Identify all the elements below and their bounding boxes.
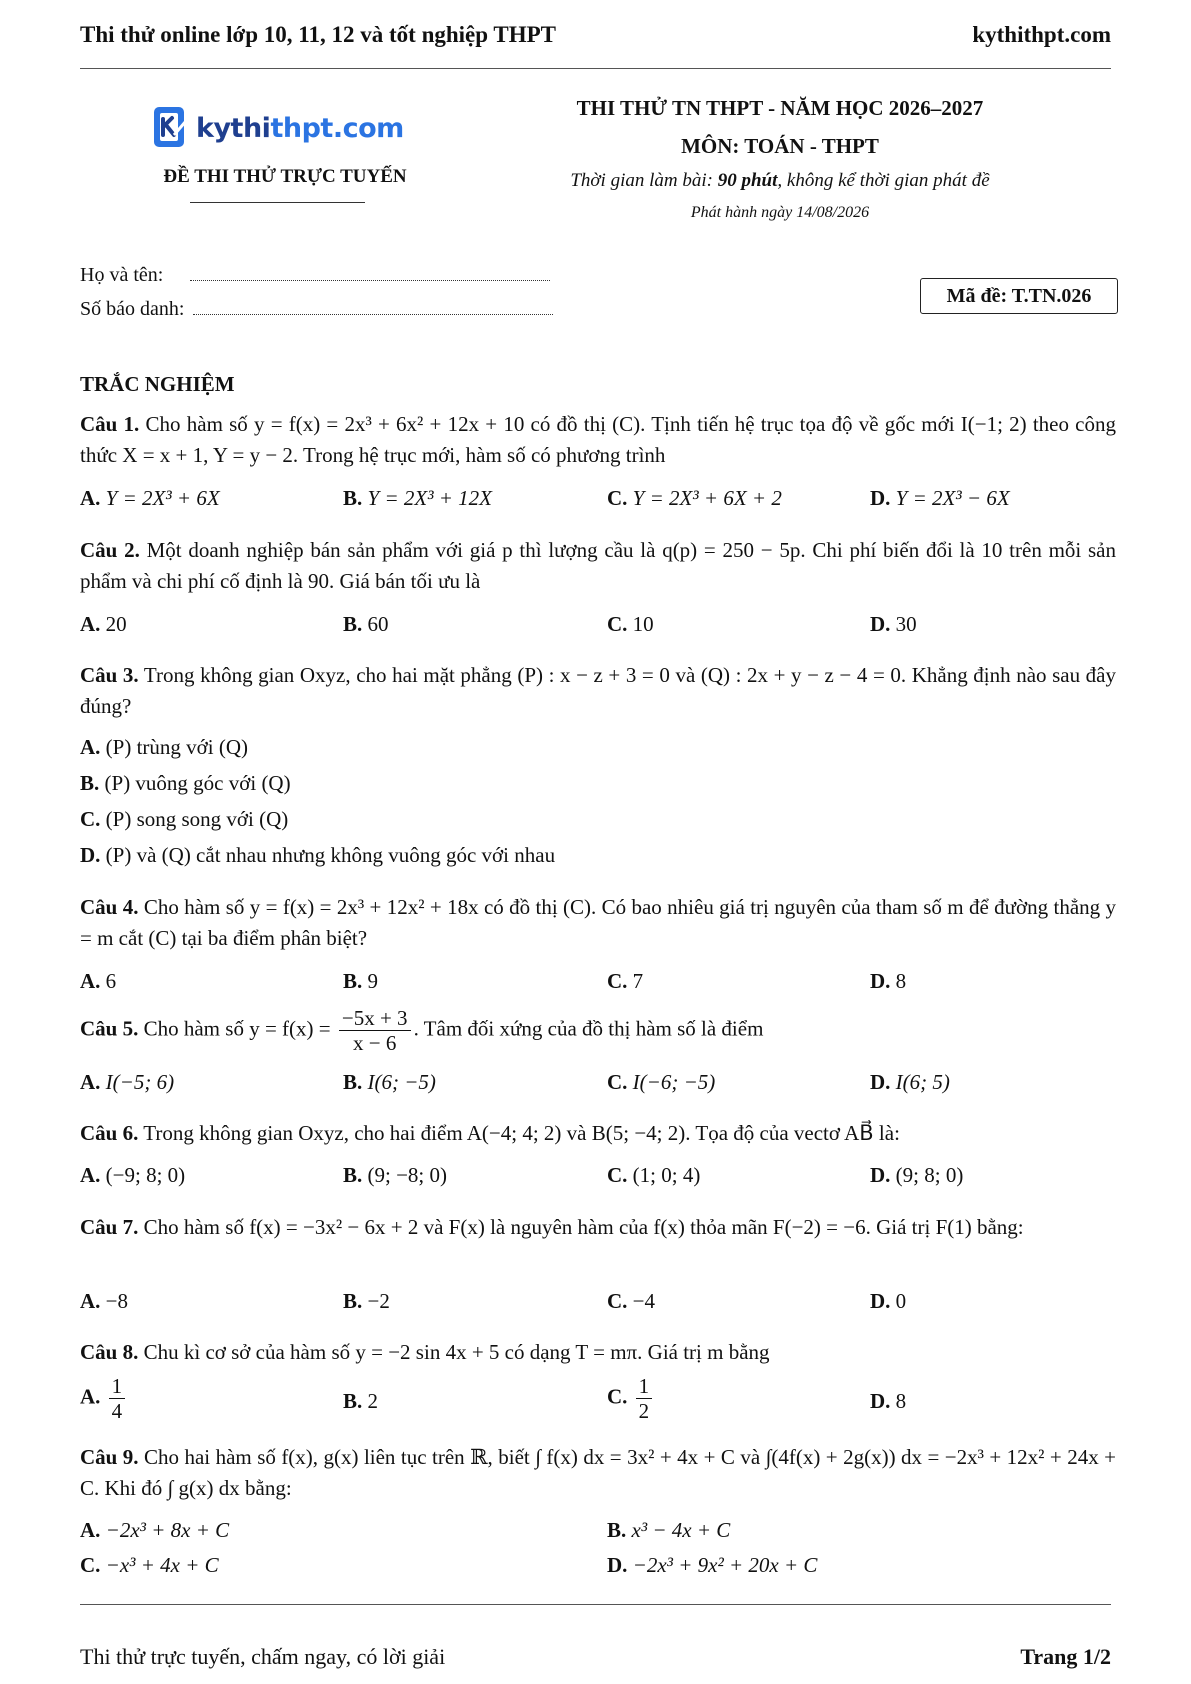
option-text: (−9; 8; 0)	[105, 1163, 186, 1187]
option-text: −4	[632, 1289, 656, 1313]
option-letter: B.	[80, 771, 100, 795]
fraction-numerator: 1	[109, 1374, 126, 1399]
site-logo[interactable]	[150, 100, 420, 156]
q7-option-c[interactable]	[607, 1289, 655, 1314]
question-label: Câu 8.	[80, 1340, 139, 1364]
option-text: 8	[895, 1389, 907, 1413]
question-text: Một doanh nghiệp bán sản phẩm với giá p thì lượng cầu là q(p) = 250 − 5p. Chi phí biến đổi là 10 trên mỗi sản phẩm và chi phí cố định là 90. Giá bán tối ưu là	[80, 538, 1116, 593]
option-text: 9	[367, 969, 379, 993]
option-text: Y = 2X³ + 12X	[367, 486, 492, 510]
option-text: 6	[105, 969, 117, 993]
q3-option-a[interactable]	[80, 735, 248, 760]
fraction-denominator: 2	[638, 1399, 650, 1424]
q2-option-c[interactable]	[607, 612, 654, 637]
q6-option-d[interactable]	[870, 1163, 963, 1188]
logo-wordmark	[196, 113, 404, 144]
option-letter: B.	[343, 969, 363, 993]
q6-option-a[interactable]	[80, 1163, 185, 1188]
fraction-numerator: 1	[636, 1374, 653, 1399]
option-text: 2	[367, 1389, 379, 1413]
option-text: Y = 2X³ + 6X	[105, 486, 220, 510]
q2-option-a[interactable]	[80, 612, 127, 637]
q4-option-b[interactable]	[343, 969, 378, 994]
option-letter: B.	[343, 612, 363, 636]
fraction	[636, 1374, 653, 1423]
option-letter: A.	[80, 1289, 101, 1313]
q8-option-d[interactable]	[870, 1389, 906, 1414]
option-text: 8	[895, 969, 907, 993]
option-text: 30	[895, 612, 917, 636]
id-label: Số báo danh:	[80, 298, 185, 320]
option-letter: A.	[80, 969, 101, 993]
question-label: Câu 2.	[80, 538, 140, 562]
question-label: Câu 1.	[80, 412, 140, 436]
option-letter: D.	[870, 486, 891, 510]
option-text: I(−5; 6)	[105, 1070, 175, 1094]
q4-option-a[interactable]	[80, 969, 116, 994]
top-bar	[80, 22, 1111, 52]
option-letter: D.	[80, 843, 101, 867]
option-text: 60	[367, 612, 389, 636]
option-letter: C.	[607, 1384, 628, 1409]
question-3	[80, 660, 1116, 722]
fraction	[109, 1374, 126, 1423]
option-text: (P) trùng với (Q)	[105, 735, 249, 759]
q5-option-d[interactable]	[870, 1070, 950, 1095]
q6-option-b[interactable]	[343, 1163, 447, 1188]
duration-prefix: Thời gian làm bài:	[570, 170, 718, 191]
option-letter: A.	[80, 486, 101, 510]
option-letter: A.	[80, 1384, 101, 1409]
option-text: 7	[632, 969, 644, 993]
option-letter: C.	[607, 1163, 628, 1187]
question-text: Trong không gian Oxyz, cho hai điểm A(−4; 4; 2) và B(5; −4; 2). Tọa độ của vectơ AB⃗ là:	[143, 1121, 900, 1145]
option-letter: B.	[607, 1518, 627, 1542]
option-letter: B.	[343, 486, 363, 510]
q7-option-a[interactable]	[80, 1289, 128, 1314]
logo-text-a: kythi	[196, 112, 271, 144]
q2-option-d[interactable]	[870, 612, 917, 637]
subtitle-underline	[190, 202, 365, 203]
q9-option-d[interactable]	[607, 1553, 817, 1578]
option-text: Y = 2X³ + 6X + 2	[632, 486, 782, 510]
question-6	[80, 1118, 1116, 1149]
q3-option-c[interactable]	[80, 807, 288, 832]
q8-option-a[interactable]	[80, 1374, 128, 1423]
question-text: Cho hàm số y = f(x) = 2x³ + 6x² + 12x + 10 có đồ thị (C). Tịnh tiến hệ trục tọa độ về gốc mới I(−1; 2) theo công thức X = x + 1, Y = y − 2. Trong hệ trục mới, hàm số có phương trình	[80, 412, 1116, 467]
q9-option-a[interactable]	[80, 1518, 229, 1543]
question-label: Câu 5.	[80, 1016, 139, 1041]
question-text-suffix: . Tâm đối xứng của đồ thị hàm số là điểm	[413, 1016, 764, 1041]
name-label: Họ và tên:	[80, 264, 164, 286]
page-number: Trang 1/2	[1020, 1644, 1111, 1669]
fraction	[339, 1006, 411, 1055]
q6-option-c[interactable]	[607, 1163, 700, 1188]
option-letter: C.	[80, 807, 101, 831]
option-text: I(6; 5)	[895, 1070, 950, 1094]
option-letter: D.	[870, 1289, 891, 1313]
id-row	[80, 298, 553, 321]
q5-option-b[interactable]	[343, 1070, 436, 1095]
question-5	[80, 1006, 1116, 1055]
question-text: Trong không gian Oxyz, cho hai mặt phẳng (P) : x − z + 3 = 0 và (Q) : 2x + y − z − 4 = 0. Khẳng định nào sau đây đúng?	[80, 663, 1116, 718]
option-text: (9; 8; 0)	[895, 1163, 964, 1187]
q1-option-a[interactable]	[80, 486, 220, 511]
section-heading: TRẮC NGHIỆM	[80, 372, 235, 396]
option-text: (P) và (Q) cắt nhau nhưng không vuông góc với nhau	[105, 843, 556, 867]
duration-suffix: , không kể thời gian phát đề	[777, 170, 990, 191]
q1-option-c[interactable]	[607, 486, 782, 511]
option-letter: A.	[80, 1518, 101, 1542]
q1-option-d[interactable]	[870, 486, 1010, 511]
option-letter: C.	[607, 1070, 628, 1094]
fraction-numerator: −5x + 3	[339, 1006, 411, 1031]
option-text: 20	[105, 612, 127, 636]
q5-option-a[interactable]	[80, 1070, 174, 1095]
option-text: −2x³ + 9x² + 20x + C	[632, 1553, 818, 1577]
option-letter: A.	[80, 1163, 101, 1187]
option-text: 0	[895, 1289, 907, 1313]
id-field[interactable]	[193, 300, 553, 315]
q3-option-d[interactable]	[80, 843, 555, 868]
option-letter: D.	[870, 1389, 891, 1413]
logo-icon	[150, 105, 190, 151]
option-letter: C.	[607, 1289, 628, 1313]
question-2	[80, 535, 1116, 597]
exam-subject: MÔN: TOÁN - THPT	[681, 134, 879, 158]
q3-option-b[interactable]	[80, 771, 291, 796]
option-text: I(6; −5)	[367, 1070, 436, 1094]
q9-option-b[interactable]	[607, 1518, 730, 1543]
question-text: Cho hàm số y = f(x) = 2x³ + 12x² + 18x có đồ thị (C). Có bao nhiêu giá trị nguyên của tham số m để đường thẳng y = m cắt (C) tại ba điểm phân biệt?	[80, 895, 1117, 950]
footer-tagline: Thi thử trực tuyến, chấm ngay, có lời giải	[80, 1644, 446, 1669]
option-letter: A.	[80, 612, 101, 636]
option-letter: D.	[870, 612, 891, 636]
option-letter: C.	[80, 1553, 101, 1577]
q4-option-c[interactable]	[607, 969, 643, 994]
release-date: Phát hành ngày 14/08/2026	[690, 204, 870, 221]
q7-option-b[interactable]	[343, 1289, 390, 1314]
question-9	[80, 1442, 1116, 1504]
q2-option-b[interactable]	[343, 612, 389, 637]
name-row	[80, 264, 550, 287]
option-letter: D.	[870, 969, 891, 993]
option-letter: B.	[343, 1289, 363, 1313]
top-bar-title: Thi thử online lớp 10, 11, 12 và tốt nghiệp THPT	[80, 22, 556, 47]
question-text: Chu kì cơ sở của hàm số y = −2 sin 4x + 5 có dạng T = mπ. Giá trị m bằng	[143, 1340, 770, 1364]
question-label: Câu 7.	[80, 1215, 139, 1239]
option-letter: B.	[343, 1163, 363, 1187]
option-letter: A.	[80, 735, 101, 759]
exam-duration	[540, 170, 1020, 192]
option-text: (9; −8; 0)	[367, 1163, 448, 1187]
q4-option-d[interactable]	[870, 969, 906, 994]
footer-divider	[80, 1604, 1111, 1605]
option-text: x³ − 4x + C	[631, 1518, 731, 1542]
question-4	[80, 892, 1116, 954]
option-text: Y = 2X³ − 6X	[895, 486, 1010, 510]
option-text: −8	[105, 1289, 129, 1313]
option-text: −2x³ + 8x + C	[105, 1518, 230, 1542]
option-letter: D.	[607, 1553, 628, 1577]
top-bar-site[interactable]: kythithpt.com	[972, 22, 1111, 47]
option-text: I(−6; −5)	[632, 1070, 716, 1094]
option-letter: C.	[607, 969, 628, 993]
question-text: Cho hàm số f(x) = −3x² − 6x + 2 và F(x) là nguyên hàm của f(x) thỏa mãn F(−2) = −6. Giá trị F(1) bằng:	[143, 1215, 1024, 1239]
q5-option-c[interactable]	[607, 1070, 715, 1095]
option-letter: C.	[607, 486, 628, 510]
exam-code-box: Mã đề: T.TN.026	[920, 278, 1118, 314]
option-text: (P) vuông góc với (Q)	[104, 771, 291, 795]
q9-option-c[interactable]	[80, 1553, 219, 1578]
page-footer	[80, 1644, 1111, 1670]
option-letter: B.	[343, 1389, 363, 1413]
duration-value: 90 phút	[717, 170, 778, 191]
option-text: −2	[367, 1289, 390, 1313]
fraction-denominator: x − 6	[353, 1031, 397, 1056]
option-letter: B.	[343, 1070, 363, 1094]
option-letter: A.	[80, 1070, 101, 1094]
option-letter: D.	[870, 1163, 891, 1187]
top-divider	[80, 68, 1111, 69]
question-label: Câu 4.	[80, 895, 139, 919]
option-text: (1; 0; 4)	[632, 1163, 701, 1187]
exam-type-subtitle: ĐỀ THI THỬ TRỰC TUYẾN	[163, 166, 407, 187]
q7-option-d[interactable]	[870, 1289, 906, 1314]
question-text-prefix: Cho hàm số y = f(x) =	[143, 1016, 331, 1041]
logo-text-b: thpt.com	[270, 112, 404, 144]
question-7	[80, 1212, 1116, 1243]
option-letter: D.	[870, 1070, 891, 1094]
option-text: −x³ + 4x + C	[105, 1553, 219, 1577]
q8-option-c[interactable]	[607, 1374, 655, 1423]
question-label: Câu 3.	[80, 663, 139, 687]
name-field[interactable]	[190, 266, 550, 281]
option-text: 10	[632, 612, 654, 636]
question-label: Câu 9.	[80, 1445, 139, 1469]
q1-option-b[interactable]	[343, 486, 492, 511]
question-1	[80, 409, 1116, 471]
exam-title: THI THỬ TN THPT - NĂM HỌC 2026–2027	[576, 96, 984, 120]
question-label: Câu 6.	[80, 1121, 139, 1145]
question-text: Cho hai hàm số f(x), g(x) liên tục trên ℝ, biết ∫ f(x) dx = 3x² + 4x + C và ∫(4f(x) + 2g(x)) dx = −2x³ + 12x² + 24x + C. Khi đó ∫ g(x) dx bằng:	[80, 1445, 1116, 1500]
q8-option-b[interactable]	[343, 1389, 378, 1414]
option-text: (P) song song với (Q)	[105, 807, 289, 831]
fraction-denominator: 4	[111, 1399, 123, 1424]
option-letter: C.	[607, 612, 628, 636]
question-8	[80, 1337, 1116, 1368]
